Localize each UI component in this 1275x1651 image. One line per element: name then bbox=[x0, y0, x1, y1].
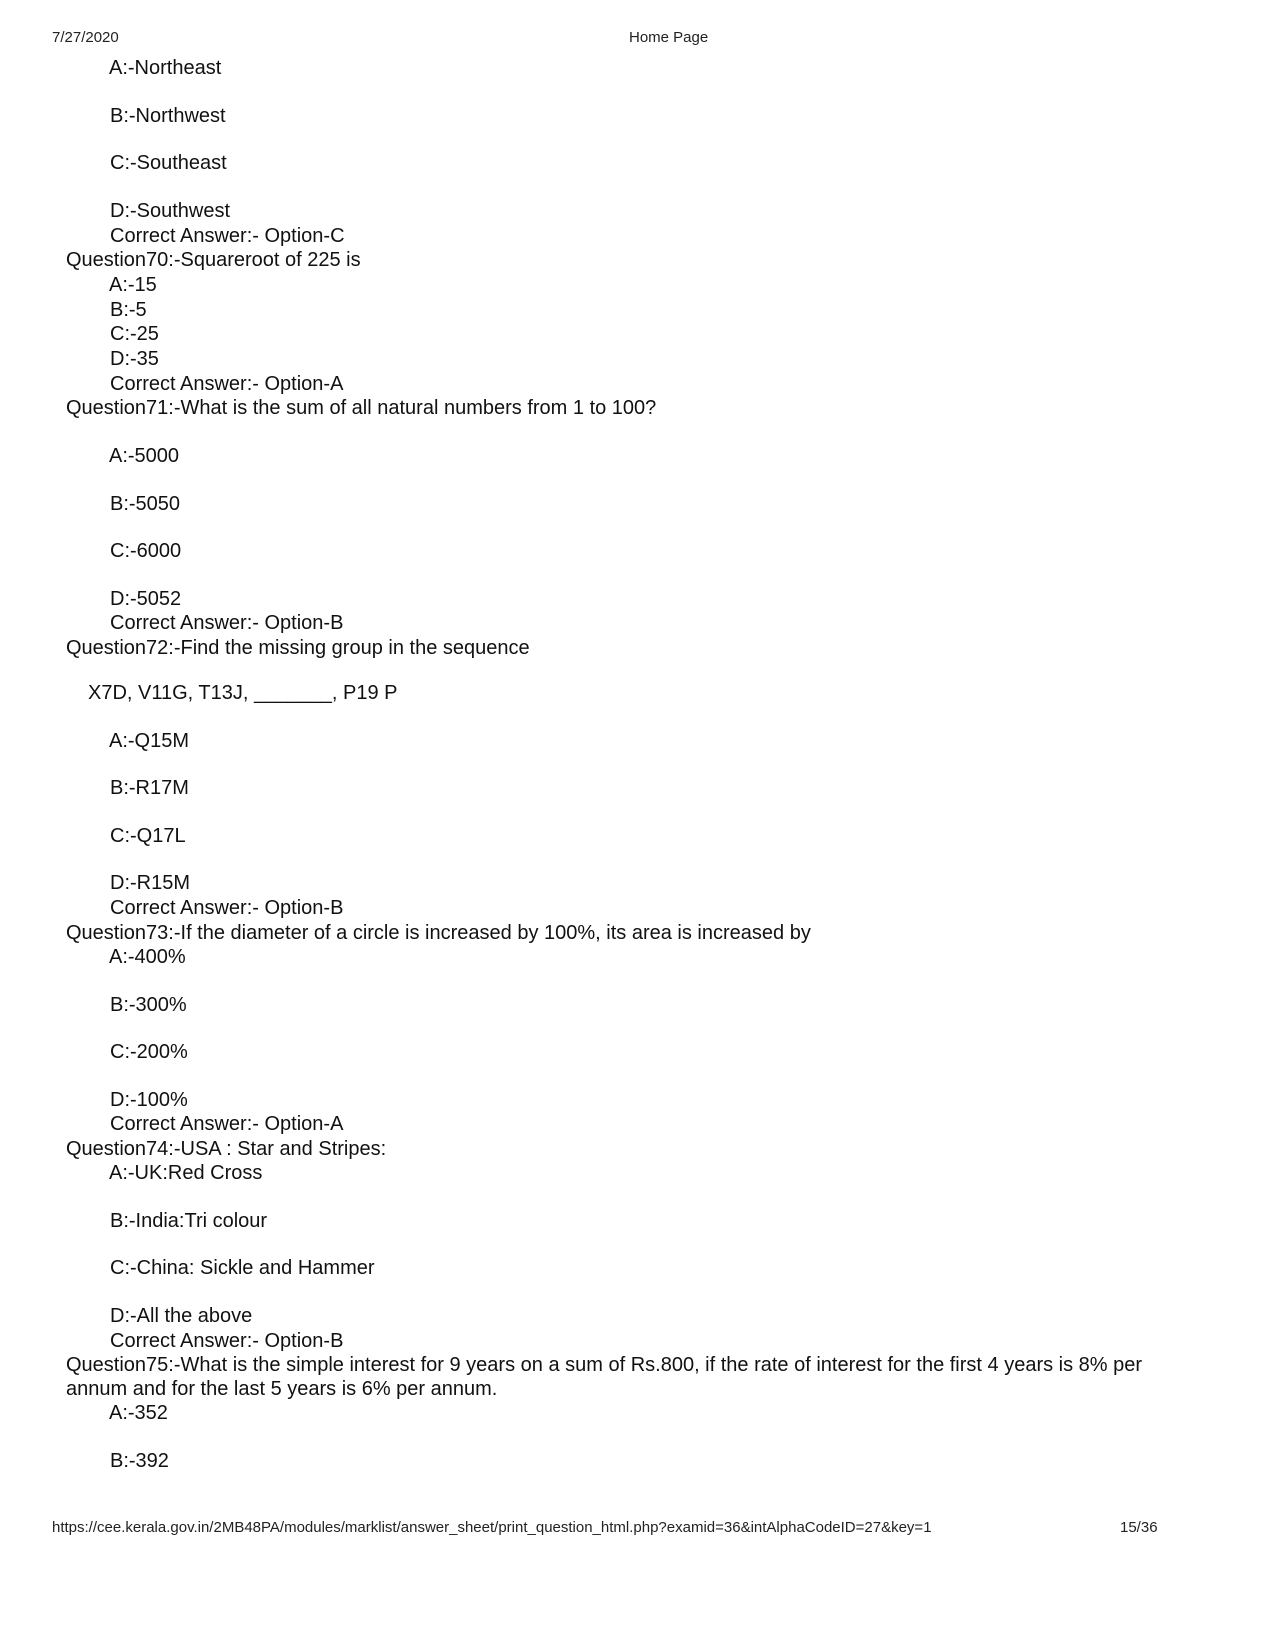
option-d: D:-All the above bbox=[110, 1305, 253, 1327]
option-d: D:-5052 bbox=[110, 588, 182, 610]
option-c: C:-25 bbox=[110, 323, 159, 345]
option-b: B:-Northwest bbox=[110, 105, 226, 127]
option-c: C:-Q17L bbox=[110, 825, 186, 847]
question-70: Question70:-Squareroot of 225 is bbox=[66, 249, 361, 271]
option-d: D:-Southwest bbox=[110, 200, 231, 222]
sequence-text: X7D, V11G, T13J, _______, P19 P bbox=[88, 682, 398, 704]
question-73: Question73:-If the diameter of a circle is increased by 100%, its area is increased by bbox=[66, 922, 811, 944]
option-b: B:-5050 bbox=[110, 493, 181, 515]
question-74: Question74:-USA : Star and Stripes: bbox=[66, 1138, 387, 1160]
question-72: Question72:-Find the missing group in the sequence bbox=[66, 637, 530, 659]
question-71: Question71:-What is the sum of all natural numbers from 1 to 100? bbox=[66, 397, 657, 419]
correct-answer: Correct Answer:- Option-B bbox=[110, 897, 344, 919]
correct-answer: Correct Answer:- Option-A bbox=[110, 373, 344, 395]
correct-answer: Correct Answer:- Option-A bbox=[110, 1113, 344, 1135]
correct-answer: Correct Answer:- Option-B bbox=[110, 612, 344, 634]
page-title: Home Page bbox=[629, 29, 709, 46]
option-c: C:-Southeast bbox=[110, 152, 227, 174]
option-b: B:-R17M bbox=[110, 777, 189, 799]
page-number: 15/36 bbox=[1120, 1519, 1158, 1536]
question-75: Question75:-What is the simple interest for 9 years on a sum of Rs.800, if the rate of interest for the first 4 years is 8% per annum and for the last 5 years is 6% per annum. bbox=[66, 1354, 1143, 1400]
option-b: B:-India:Tri colour bbox=[110, 1210, 268, 1232]
option-b: B:-5 bbox=[110, 299, 147, 321]
option-a: A:-352 bbox=[109, 1402, 168, 1424]
option-d: D:-R15M bbox=[110, 872, 191, 894]
correct-answer: Correct Answer:- Option-C bbox=[110, 225, 345, 247]
option-a: A:-400% bbox=[109, 946, 186, 968]
option-c: C:-200% bbox=[110, 1041, 188, 1063]
option-c: C:-China: Sickle and Hammer bbox=[110, 1257, 375, 1279]
correct-answer: Correct Answer:- Option-B bbox=[110, 1330, 344, 1352]
option-a: A:-15 bbox=[109, 274, 157, 296]
print-date: 7/27/2020 bbox=[52, 29, 119, 46]
option-a: A:-UK:Red Cross bbox=[109, 1162, 263, 1184]
page-url: https://cee.kerala.gov.in/2MB48PA/modules/marklist/answer_sheet/print_question_html.php?examid=36&intAlphaCodeID=27&key=1 bbox=[52, 1519, 932, 1536]
option-b: B:-300% bbox=[110, 994, 187, 1016]
option-d: D:-35 bbox=[110, 348, 159, 370]
option-c: C:-6000 bbox=[110, 540, 182, 562]
option-a: A:-5000 bbox=[109, 445, 180, 467]
option-d: D:-100% bbox=[110, 1089, 188, 1111]
option-a: A:-Q15M bbox=[109, 730, 190, 752]
option-a: A:-Northeast bbox=[109, 57, 222, 79]
option-b: B:-392 bbox=[110, 1450, 169, 1472]
